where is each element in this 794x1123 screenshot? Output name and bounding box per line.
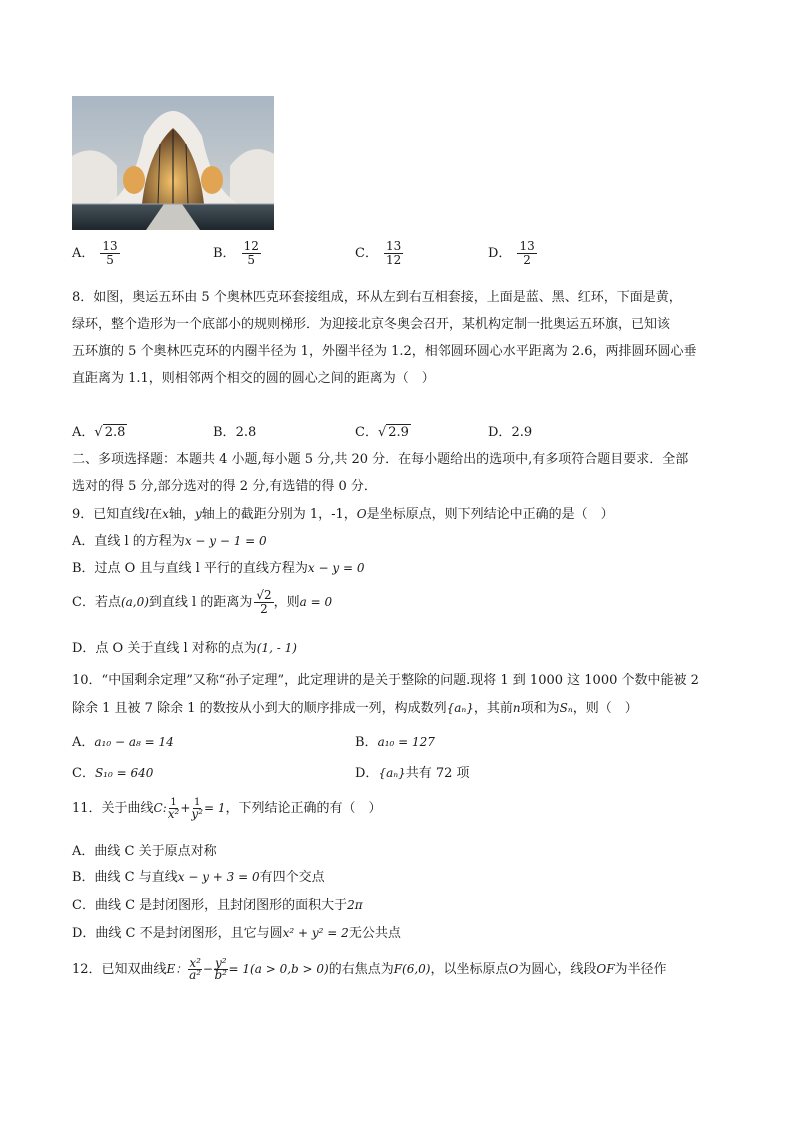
text: 9．已知直线	[72, 507, 146, 522]
text: 项和为	[520, 701, 560, 716]
q8-option-c	[355, 421, 411, 440]
text: 12．已知双曲线	[72, 962, 167, 977]
option-label: A．	[72, 735, 95, 750]
denominator: 2	[260, 602, 268, 616]
equation: F(6,0)	[393, 962, 431, 976]
text: 为圆心，线段	[518, 962, 597, 977]
text: ，以坐标原点	[430, 962, 509, 977]
q8-option-a	[72, 421, 127, 440]
option-label: C．	[355, 246, 378, 261]
denominator: 12	[385, 253, 402, 267]
text: A．直线 l 的方程为	[72, 534, 185, 549]
text: B．过点 O 且与直线 l 平行的直线方程为	[72, 561, 308, 576]
q8-option-b	[213, 421, 256, 440]
q9-stem	[72, 503, 614, 522]
q10-option-c	[72, 762, 153, 781]
fraction	[242, 240, 261, 267]
equation: a₁₀ = 127	[377, 735, 435, 749]
q8-line-4: 直距离为 1.1，则相邻两个相交的圆的圆心之间的距离为（ ）	[72, 371, 435, 386]
text: 是坐标原点，则下列结论中正确的是（ ）	[366, 507, 614, 522]
sqrt-expression: √ 2.8	[94, 425, 126, 440]
option-value: 2.8	[235, 425, 257, 440]
sqrt-expression: √ 2.9	[377, 425, 409, 440]
text: 轴上的截距分别为 1，-1，	[201, 507, 357, 522]
option-label: D．	[488, 425, 512, 440]
math-var: O	[508, 962, 519, 976]
math-var: E：	[166, 962, 188, 976]
math-var: C:	[153, 801, 167, 815]
fraction-x2-over-a2: $\frac{\text{x²}}{\text{a²}}$	[189, 956, 202, 982]
fraction	[517, 240, 536, 267]
section-2-instructions-line-2: 选对的得 5 分,部分选对的得 2 分,有选错的得 0 分．	[72, 479, 377, 494]
fraction-1-over-y2: $\frac{1}{\text{y²}}$	[191, 797, 204, 821]
option-label: B．	[355, 735, 378, 750]
equation: = 1(a > 0,b > 0)	[228, 962, 329, 976]
math-var: n	[512, 701, 521, 715]
q7-option-d	[488, 240, 537, 267]
q12-stem: 12．已知双曲线E： $\frac{\text{x²}}{\text{a²}}$ − $\frac{\text{y²}}{\text{b²}}$ = 1(a > 0,b > 0)的右焦点为F(6,0)，以坐标原点O为圆心，线段OF为半径作	[72, 956, 667, 982]
math-var: y	[194, 507, 202, 521]
equation: (a,0)	[120, 595, 149, 609]
sequence-symbol: {aₙ}	[446, 701, 474, 715]
denominator: 5	[106, 253, 114, 267]
text: ，其前	[473, 701, 513, 716]
option-label: C．	[72, 766, 95, 781]
text: 共有 72 项	[405, 766, 470, 781]
option-label: D．	[488, 246, 512, 261]
numerator: √2	[256, 588, 272, 602]
q10-option-d	[355, 762, 470, 781]
text: D．曲线 C 不是封闭图形，且它与圆	[72, 926, 283, 941]
equation: = 1	[204, 801, 226, 815]
text: 的右焦点为	[328, 962, 394, 977]
q9-option-c	[72, 589, 332, 616]
equation: x − y − 1 = 0	[184, 534, 267, 548]
q10-option-b	[355, 731, 435, 750]
text: 到直线 l 的距离为	[148, 595, 253, 610]
numerator: 13	[102, 239, 118, 253]
q8-option-d	[488, 421, 532, 440]
equation: x − y = 0	[307, 561, 365, 575]
equation: x² + y² = 2	[282, 926, 349, 940]
denominator: 2	[523, 253, 531, 267]
q8-line-1: 8．如图，奥运五环由 5 个奥林匹克环套接组成，环从左到右互相套接，上面是蓝、黑、红环，下面是黄，	[72, 290, 682, 305]
option-label: A．	[72, 425, 95, 440]
equation: x − y + 3 = 0	[177, 870, 260, 884]
fraction-y2-over-b2: $\frac{\text{y²}}{\text{b²}}$	[214, 956, 227, 982]
option-label: A．	[72, 246, 95, 261]
numerator: 13	[519, 239, 535, 253]
q11-stem: 11．关于曲线C: $\frac{1}{\text{x²}}$ + $\frac{1}{\text{y²}}$ = 1，下列结论正确的有（ ）	[72, 797, 382, 821]
fraction-1-over-x2: $\frac{1}{\text{x²}}$	[167, 797, 180, 821]
q11-option-a: A．曲线 C 关于原点对称	[72, 844, 217, 859]
text: 11．关于曲线	[72, 801, 154, 816]
text: C．曲线 C 是封闭图形，且封闭图形的面积大于	[72, 898, 348, 913]
text: 在	[149, 507, 163, 522]
text: 无公共点	[348, 926, 401, 941]
text: B．曲线 C 与直线	[72, 870, 178, 885]
q11-option-c	[72, 894, 363, 913]
denominator: 5	[247, 253, 256, 267]
text: 除余 1 且被 7 除余 1 的数按从小到大的顺序排成一列，构成数列	[72, 701, 447, 716]
q11-option-b	[72, 866, 325, 885]
text: ，则	[273, 595, 300, 610]
fraction	[384, 240, 403, 267]
q9-option-d	[72, 637, 297, 656]
arched-building-photo	[72, 96, 274, 230]
equation: (1, - 1)	[256, 641, 297, 655]
text: 轴，	[168, 507, 195, 522]
text: D．点 O 关于直线 l 对称的点为	[72, 641, 257, 656]
equation: 2π	[347, 898, 363, 912]
equation: S₁₀ = 640	[94, 766, 154, 780]
text: 有四个交点	[259, 870, 325, 885]
option-label: B．	[213, 246, 236, 261]
q7-option-a	[72, 240, 120, 267]
q8-line-3: 五环旗的 5 个奥林匹克环的内圈半径为 1，外圈半径为 1.2，相邻圆环圆心水平距离为 2.6，两排圆环圆心垂	[72, 344, 697, 359]
option-value: 2.9	[511, 425, 533, 440]
fraction	[254, 589, 273, 616]
equation: a₁₀ − a₈ = 14	[94, 735, 174, 749]
numerator: 13	[385, 239, 402, 253]
numerator: 12	[243, 239, 259, 253]
text: ，则（ ）	[572, 701, 638, 716]
q8-line-2: 绿环，整个造形为一个底部小的规则梯形．为迎接北京冬奥会召开，某机构定制一批奥运五环旗，已知该	[72, 317, 671, 332]
option-label: C．	[355, 425, 378, 440]
q9-option-b	[72, 557, 364, 576]
radicand: 2.8	[104, 425, 126, 440]
text: 为半径作	[614, 962, 667, 977]
q7-option-b	[213, 240, 261, 267]
math-var: Sₙ	[559, 701, 573, 715]
radicand: 2.9	[388, 425, 409, 440]
q10-line-2	[72, 697, 638, 716]
text: C．若点	[72, 595, 121, 610]
math-var: O	[356, 507, 367, 521]
q10-line-1: 10．“中国剩余定理”又称“孙子定理”，此定理讲的是关于整除的问题.现将 1 到 1000 这 1000 个数中能被 2	[72, 673, 699, 688]
math-var: OF	[596, 962, 615, 976]
fraction	[100, 240, 119, 267]
math-var: l	[145, 507, 150, 521]
building-illustration	[72, 96, 274, 230]
equation: a = 0	[299, 595, 333, 609]
q10-option-a	[72, 731, 174, 750]
option-label: D．	[355, 766, 379, 781]
math-var: x	[162, 507, 169, 521]
sequence-symbol: {aₙ}	[378, 766, 406, 780]
q11-option-d	[72, 922, 401, 941]
section-2-instructions-line-1: 二、多项选择题：本题共 4 小题,每小题 5 分,共 20 分．在每小题给出的选项中,有多项符合题目要求．全部	[72, 452, 689, 467]
option-label: B．	[213, 425, 236, 440]
q9-option-a	[72, 530, 267, 549]
text: ，下列结论正确的有（ ）	[225, 801, 382, 816]
q7-option-c	[355, 240, 403, 267]
